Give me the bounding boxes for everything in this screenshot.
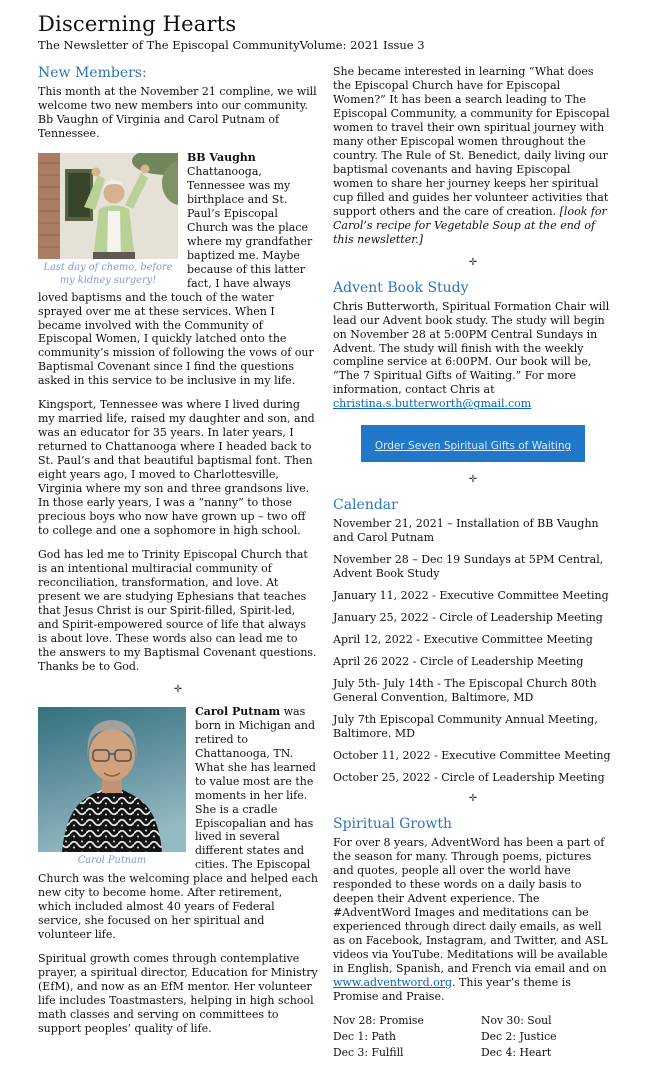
carol-putnam-bio-2: Spiritual growth comes through contemplative prayer, a spiritual director, Education for Ministry (EfM), and now as an EfM mentor. Her volunteer life includes Toastmasters, helping in high school math classes and serving on committees to support peoples’ quality of life. (38, 952, 318, 1036)
carol-putnam-bio-1: was born in Michigan and retired to Chattanooga, TN. What she has learned to value most are the moments in her life. She is a cradle Episcopalian and has lived in several different states and cities. The Episcopal Church was the welcoming place and helped each new city to become home. After retirement, which included almost 40 years of Federal service, she focused on her spiritual and volunteer life. (38, 704, 318, 942)
right-column (333, 65, 613, 1059)
bb-vaughn-bio-2: Kingsport, Tennessee was where I lived during my married life, raised my daughter and son, and was an educator for 35 years. In later years, I returned to Chattanooga where I headed back to St. Paul’s and that beautiful baptismal font. Then eight years ago, I moved to Charlottesville, Virginia where my son and three grandsons live. In those early years, I was a “nanny” to those precious boys who now have grown up – two off to college and one a sophomore in high school. (38, 398, 315, 538)
masthead (38, 12, 613, 52)
advent-word: Dec 2: Justice (481, 1029, 557, 1043)
email-link[interactable]: christina.s.butterworth@gmail.com (333, 397, 532, 411)
calendar-item: January 25, 2022 - Circle of Leadership Meeting (333, 611, 603, 625)
bb-vaughn-photo-caption: Last day of chemo, before my kidney surgery! (43, 261, 173, 286)
advent-word: Dec 3: Fulfill (333, 1045, 404, 1059)
advent-word: Dec 1: Path (333, 1029, 396, 1043)
calendar-item: July 7th Episcopal Community Annual Meeting, Baltimore. MD (333, 713, 598, 740)
calendar-item: October 11, 2022 - Executive Committee Meeting (333, 748, 611, 762)
heading-calendar: Calendar (333, 497, 398, 514)
advent-word: Dec 4: Heart (481, 1045, 552, 1059)
two-column-layout (38, 65, 613, 1059)
spiritual-growth-text-2: . This year’s theme is Promise and Praise. (333, 975, 571, 1003)
heading-spiritual-growth: Spiritual Growth (333, 815, 453, 832)
cross-divider-left (38, 684, 318, 695)
left-column (38, 65, 318, 1059)
carol-putnam-photo (38, 707, 186, 852)
carol-putnam-section (38, 705, 318, 952)
calendar-item: November 21, 2021 – Installation of BB Vaughn and Carol Putnam (333, 517, 599, 545)
order-book-button-label: Order Seven Spiritual Gifts of Waiting (374, 440, 572, 453)
cross-icon: ✛ (468, 474, 478, 486)
spiritual-growth-text-1: For over 8 years, AdventWord has been a part of the season for many. Through poems, pictures and quotes, people all over the world have responded to these words on a daily basis to deepen their Advent experience. The #AdventWord Images and meditations can be experienced through direct daily emails, as well as on Facebook, Instagram, and Twitter, and ASL videos via YouTube. Meditations will be available in English, Spanish, and French via email and on (333, 835, 608, 975)
advent-book-study-text: Chris Butterworth, Spiritual Formation Chair will lead our Advent book study. The study will begin on November 28 at 5:00PM Central Sundays in Advent. The study will finish with the weekly compline service at 6:00PM. Our book will be, “The 7 Spiritual Gifts of Waiting.” For more information, contact Chris at (333, 299, 610, 397)
cross-icon: ✛ (173, 683, 183, 695)
recipe-note: [look for Carol’s recipe for Vegetable Soup at the end of this newsletter.] (333, 204, 607, 246)
calendar-item: October 25, 2022 - Circle of Leadership Meeting (333, 770, 605, 784)
calendar-item: July 5th- July 14th - The Episcopal Church 80th General Convention, Baltimore, MD (333, 677, 597, 705)
bb-vaughn-photo (38, 153, 178, 259)
bb-vaughn-bio-3: God has led me to Trinity Episcopal Church that is an intentional multiracial community of reconciliation, transformation, and love. At present we are studying Ephesians that teaches that Jesus Christ is our Spirit-filled, Spirit-led, and Spirit-empowered source of life that always is about love. These words also can lead me to the answers to my Baptismal Covenant questions. Thanks be to God. (38, 548, 317, 673)
bb-vaughn-bio-1: Chattanooga, Tennessee was my birthplace and St. Paul’s Episcopal Church was the place where my grandfather baptized me. Maybe because of this latter fact, I have always loved baptisms and the touch of the water sprayed over me at these services. When I became involved with the Community of Episcopal Women, I quickly latched onto the community’s mission of following the vows of our Baptismal Covenant since I find the questions asked in this service to be inclusive in my life. (38, 164, 314, 388)
adventword-link[interactable]: www.adventword.org (333, 975, 453, 989)
order-book-button[interactable] (361, 425, 585, 462)
new-members-intro: This month at the November 21 compline, we will welcome two new members into our community. Bb Vaughn of Virginia and Carol Putnam of Tennessee. (38, 85, 317, 140)
cross-icon: ✛ (468, 792, 478, 804)
carol-putnam-continued (333, 65, 613, 247)
newsletter-title: Discerning Hearts (38, 12, 237, 36)
advent-words-list (333, 1014, 613, 1059)
carol-putnam-name: Carol Putnam (195, 704, 281, 718)
calendar-item: April 26 2022 - Circle of Leadership Meeting (333, 655, 584, 669)
carol-putnam-photo-caption: Carol Putnam (77, 854, 147, 866)
newsletter-subtitle: The Newsletter of The Episcopal CommunityVolume: 2021 Issue 3 (38, 38, 425, 52)
order-button-row (333, 425, 613, 462)
cross-divider-2 (333, 474, 613, 485)
heading-advent-book-study: Advent Book Study (333, 279, 469, 296)
bb-vaughn-figure (38, 153, 178, 287)
cross-icon: ✛ (468, 256, 478, 268)
cross-divider-1 (333, 257, 613, 268)
calendar-item: April 12, 2022 - Executive Committee Meeting (333, 633, 593, 647)
advent-word: Nov 30: Soul (481, 1013, 552, 1027)
calendar-item: November 28 – Dec 19 Sundays at 5PM Central, Advent Book Study (333, 553, 604, 581)
carol-putnam-figure (38, 707, 186, 868)
advent-book-study-body (333, 300, 613, 412)
bb-vaughn-name: BB Vaughn (187, 150, 256, 164)
spiritual-growth-body (333, 836, 613, 1004)
calendar-item: January 11, 2022 - Executive Committee Meeting (333, 589, 609, 603)
bb-vaughn-section (38, 151, 318, 398)
heading-new-members: New Members: (38, 65, 147, 81)
carol-putnam-continued-text: She became interested in learning “What does the Episcopal Church have for Episcopal Women?” It has been a search leading to The Episcopal Community, a community for Episcopal women to travel their own spiritual journey with many other Episcopal women throughout the country. The Rule of St. Benedict, daily living our baptismal covenants and having Episcopal women to share her journey keeps her spiritual cup filled and guides her volunteer activities that support others and the care of creation. (333, 65, 610, 218)
cross-divider-3 (333, 793, 613, 804)
advent-word: Nov 28: Promise (333, 1013, 424, 1027)
